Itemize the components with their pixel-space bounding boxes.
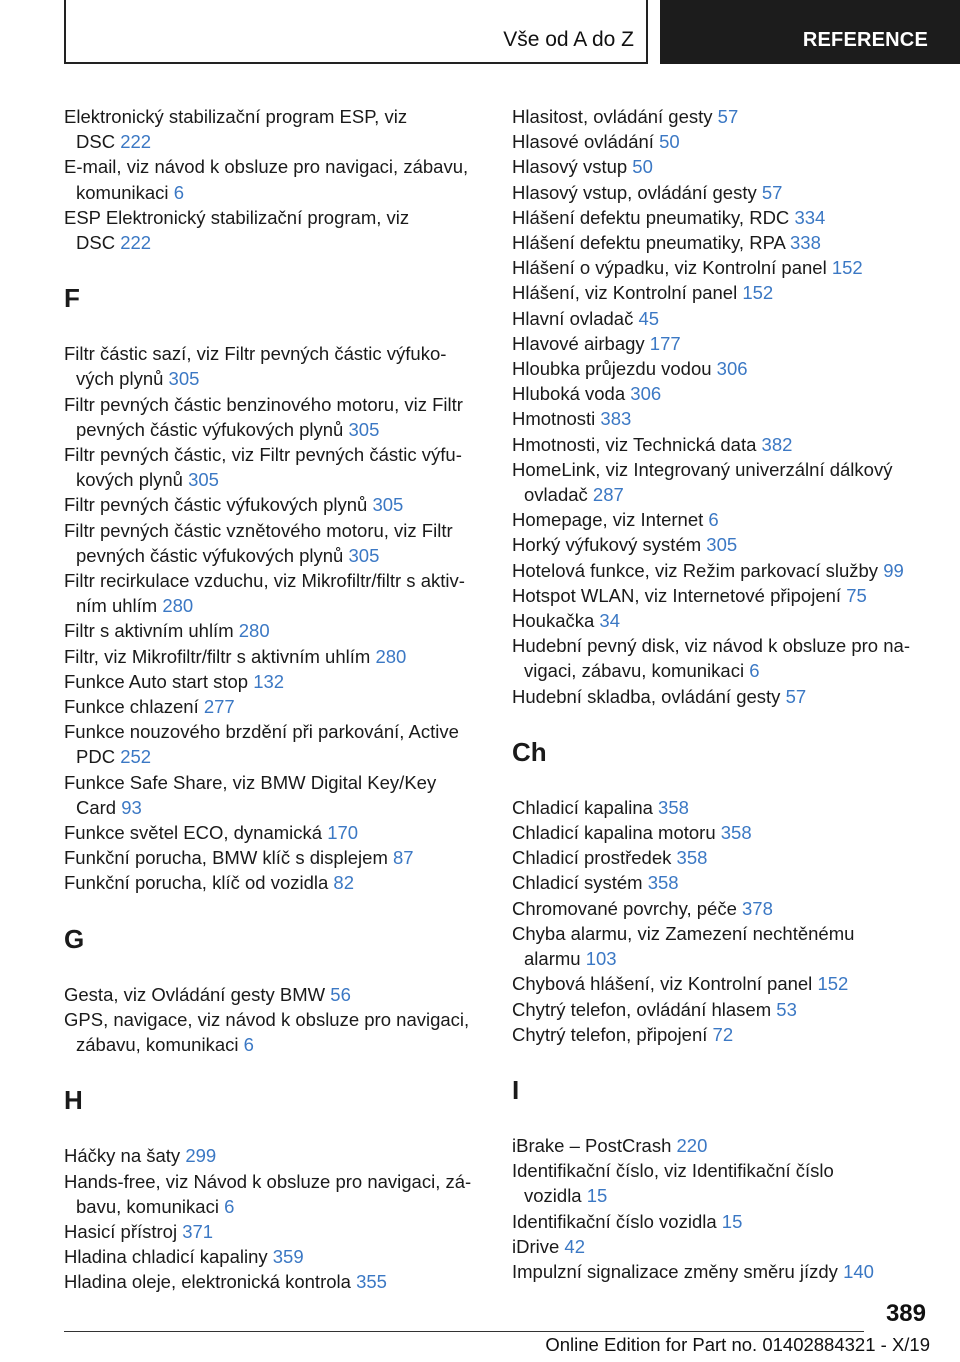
- index-entry-text: Hlášení defektu pneumatiky, RDC: [512, 206, 790, 228]
- index-entry-text: Filtr pevných částic výfukových plynů: [64, 494, 368, 516]
- index-entry: [512, 1133, 932, 1158]
- index-page-link[interactable]: 222: [120, 232, 152, 254]
- index-entry: [64, 442, 484, 492]
- index-entry-text: iDrive: [512, 1235, 560, 1257]
- index-page-link[interactable]: 334: [794, 206, 826, 228]
- index-page-link[interactable]: 6: [173, 181, 184, 203]
- index-entry-text: Funkce světel ECO, dynamická: [64, 822, 323, 844]
- index-entry: [64, 982, 484, 1007]
- header-section-box: [64, 0, 648, 64]
- index-entry: [512, 921, 932, 971]
- index-page-link[interactable]: 306: [716, 358, 748, 380]
- header-reference-tab: [660, 0, 960, 64]
- index-page-link[interactable]: 287: [592, 484, 624, 506]
- index-entry-text: Hlavové airbagy: [512, 332, 645, 354]
- index-entry-text: Hladina oleje, elektronická kontrola: [64, 1271, 351, 1293]
- index-entry: [512, 154, 932, 179]
- index-page-link[interactable]: 299: [185, 1145, 217, 1167]
- index-entry: [512, 1022, 932, 1047]
- index-entry: [64, 518, 484, 568]
- index-page-link[interactable]: 34: [599, 610, 620, 632]
- index-entry-text: Filtr s aktivním uhlím: [64, 620, 234, 642]
- index-entry-text: Card: [76, 796, 117, 818]
- index-entry: [64, 1269, 484, 1294]
- index-page-link[interactable]: 93: [121, 796, 142, 818]
- index-page-link[interactable]: 6: [224, 1195, 235, 1217]
- index-entry: [512, 997, 932, 1022]
- index-page-link[interactable]: 252: [120, 746, 152, 768]
- index-page-link[interactable]: 152: [742, 282, 774, 304]
- index-entry: [64, 694, 484, 719]
- index-page-link[interactable]: 57: [717, 106, 739, 127]
- index-entry-text: Homepage, viz Internet: [512, 509, 704, 531]
- index-page-link[interactable]: 358: [658, 796, 689, 818]
- index-entry: [512, 306, 932, 331]
- index-entry-text: Chytrý telefon, připojení: [512, 1023, 708, 1045]
- index-letter-heading: I: [512, 1074, 520, 1105]
- index-entry: [64, 845, 484, 870]
- index-entry-text: Funkce Auto start stop: [64, 670, 249, 692]
- index-entry-text: Hlavní ovladač: [512, 307, 634, 329]
- index-entry: [512, 870, 932, 895]
- index-page-link[interactable]: 152: [831, 257, 863, 279]
- index-entry: [512, 205, 932, 230]
- index-entry: [64, 341, 484, 391]
- index-entry: [512, 406, 932, 431]
- index-page-link[interactable]: 57: [761, 181, 783, 203]
- index-entry: [512, 896, 932, 921]
- index-page-link[interactable]: 382: [761, 433, 793, 455]
- index-entry-text: Chybová hlášení, viz Kontrolní panel: [512, 973, 813, 995]
- index-entry-text: Hotspot WLAN, viz Internetové připojení: [512, 584, 842, 606]
- index-page-link[interactable]: 177: [649, 332, 681, 354]
- index-entry: [512, 1259, 932, 1284]
- index-page-link[interactable]: 72: [712, 1023, 734, 1045]
- index-page-link[interactable]: 82: [333, 872, 354, 894]
- index-entry-text: Filtr částic sazí, viz Filtr pevných částic výfuko-: [64, 343, 447, 365]
- index-entry-text: Hlasové ovládání: [512, 131, 654, 153]
- index-entry: [64, 669, 484, 694]
- index-entry: [64, 1169, 484, 1219]
- index-entry: [64, 104, 484, 154]
- index-entry-text: pevných částic výfukových plynů: [76, 544, 344, 566]
- index-entry: [512, 230, 932, 255]
- index-page-link[interactable]: 371: [182, 1220, 214, 1242]
- index-entry-text: kových plynů: [76, 469, 183, 491]
- index-entry: [64, 205, 484, 255]
- header-section-title: Vše od A do Z: [503, 28, 634, 51]
- index-entry-text: GPS, navigace, viz návod k obsluze pro navigaci,: [64, 1008, 470, 1030]
- index-entry: [512, 180, 932, 205]
- index-entry-text: Hotelová funkce, viz Režim parkovací služby: [512, 559, 879, 581]
- index-entry-text: Funkce chlazení: [64, 696, 199, 718]
- index-page-link[interactable]: 15: [721, 1210, 743, 1232]
- index-entry: [512, 280, 932, 305]
- index-page-link[interactable]: 170: [327, 822, 359, 844]
- index-page-link[interactable]: 6: [708, 509, 719, 531]
- index-entry-text: Impulzní signalizace změny směru jízdy: [512, 1260, 838, 1282]
- index-entry-text: Hlasitost, ovládání gesty: [512, 106, 713, 127]
- index-page-link[interactable]: 378: [742, 897, 773, 919]
- index-entry: [512, 608, 932, 633]
- index-entry: [64, 1244, 484, 1269]
- index-entry-text: Hlášení defektu pneumatiky, RPA: [512, 232, 785, 254]
- index-page-link[interactable]: 280: [238, 620, 270, 642]
- index-page-link[interactable]: 6: [749, 660, 760, 682]
- index-entry-text: Filtr pevných částic benzinového motoru, viz Filtr: [64, 393, 463, 415]
- index-letter-heading: G: [64, 923, 85, 954]
- index-page-link[interactable]: 306: [630, 383, 662, 405]
- index-entry-text: vigaci, zábavu, komunikaci: [524, 660, 745, 682]
- index-entry: [512, 795, 932, 820]
- index-entry: [64, 492, 484, 517]
- index-entry: [64, 719, 484, 769]
- index-entry: [512, 104, 932, 129]
- index-entry-text: alarmu: [524, 948, 581, 970]
- index-page-link[interactable]: 103: [585, 948, 617, 970]
- index-entry-text: Elektronický stabilizační program ESP, viz: [64, 106, 408, 127]
- index-entry-text: Houkačka: [512, 610, 595, 632]
- index-entry-text: ovladač: [524, 484, 588, 506]
- index-entry: [64, 1007, 484, 1057]
- index-entry: [512, 971, 932, 996]
- index-entry: [64, 1143, 484, 1168]
- index-entry-text: Chladicí systém: [512, 872, 643, 894]
- index-entry-text: Chytrý telefon, ovládání hlasem: [512, 998, 772, 1020]
- index-entry: [512, 507, 932, 532]
- index-entry-text: Funkční porucha, BMW klíč s displejem: [64, 847, 388, 869]
- index-page-link[interactable]: 50: [632, 156, 653, 178]
- index-page-link[interactable]: 277: [203, 696, 235, 718]
- index-entry: [64, 870, 484, 895]
- index-entry-text: pevných částic výfukových plynů: [76, 418, 344, 440]
- index-entry-text: vých plynů: [76, 368, 164, 390]
- index-column-right: [512, 104, 932, 1284]
- index-entry: [64, 770, 484, 820]
- index-entry-text: iBrake – PostCrash: [512, 1134, 672, 1156]
- index-entry-text: Chladicí prostředek: [512, 847, 672, 869]
- index-page-link[interactable]: 359: [272, 1246, 304, 1268]
- index-page-link[interactable]: 57: [785, 685, 807, 707]
- index-page-link[interactable]: 42: [564, 1235, 585, 1257]
- index-entry-text: Filtr, viz Mikrofiltr/filtr s aktivním uhlím: [64, 645, 371, 667]
- index-page-link[interactable]: 140: [843, 1260, 874, 1282]
- index-letter-heading: F: [64, 283, 80, 314]
- header-tab-label: REFERENCE: [802, 29, 928, 51]
- index-letter-heading: Ch: [512, 736, 547, 767]
- index-entry-text: Gesta, viz Ovládání gesty BMW: [64, 983, 326, 1005]
- index-page-link[interactable]: 305: [348, 418, 380, 440]
- index-entry-text: HomeLink, viz Integrovaný univerzální dálkový: [512, 458, 893, 480]
- index-entry-text: PDC: [76, 746, 116, 768]
- index-entry: [512, 684, 932, 709]
- index-entry-text: bavu, komunikaci: [76, 1195, 219, 1217]
- index-page-link[interactable]: 305: [348, 544, 380, 566]
- index-entry-text: Hloubka průjezdu vodou: [512, 358, 712, 380]
- index-entry-text: vozidla: [524, 1185, 582, 1207]
- index-page-link[interactable]: 358: [720, 822, 752, 844]
- index-entry: [512, 1234, 932, 1259]
- footer-divider: [64, 1331, 864, 1332]
- index-page-link[interactable]: 99: [883, 559, 904, 581]
- index-page-link[interactable]: 305: [372, 494, 404, 516]
- index-entry-text: Hluboká voda: [512, 383, 626, 405]
- index-entry: [512, 356, 932, 381]
- index-entry: [64, 618, 484, 643]
- index-entry: [512, 255, 932, 280]
- index-entry-text: Hudební pevný disk, viz návod k obsluze pro na-: [512, 635, 910, 657]
- index-entry-text: Chyba alarmu, viz Zamezení nechtěnému: [512, 922, 855, 944]
- index-entry-text: Filtr pevných částic, viz Filtr pevných částic výfu-: [64, 444, 462, 466]
- index-page-link[interactable]: 56: [330, 983, 351, 1005]
- index-page-link[interactable]: 50: [659, 131, 680, 153]
- index-page-link[interactable]: 305: [706, 534, 738, 556]
- index-entry-text: Hasicí přístroj: [64, 1220, 178, 1242]
- index-entry-text: komunikaci: [76, 181, 169, 203]
- index-entry-text: zábavu, komunikaci: [76, 1034, 239, 1056]
- index-entry-text: Háčky na šaty: [64, 1145, 181, 1167]
- index-entry: [64, 392, 484, 442]
- page-number: 389: [885, 1300, 926, 1327]
- index-entry-text: Hmotnosti, viz Technická data: [512, 433, 757, 455]
- index-entry: [64, 820, 484, 845]
- index-entry: [64, 568, 484, 618]
- index-entry: [512, 381, 932, 406]
- index-entry-text: Filtr recirkulace vzduchu, viz Mikrofiltr/filtr s aktiv-: [64, 570, 465, 592]
- index-entry-text: Hlášení, viz Kontrolní panel: [512, 282, 738, 304]
- index-column-left: [64, 104, 484, 1295]
- index-page-link[interactable]: 75: [846, 584, 867, 606]
- index-entry-text: Chladicí kapalina motoru: [512, 822, 716, 844]
- index-entry-text: Hlasový vstup, ovládání gesty: [512, 181, 757, 203]
- index-entry-text: E-mail, viz návod k obsluze pro navigaci, zábavu,: [64, 156, 469, 178]
- index-page-link[interactable]: 358: [647, 872, 679, 894]
- index-page-link[interactable]: 383: [600, 408, 632, 430]
- index-page-link[interactable]: 53: [776, 998, 797, 1020]
- index-page-link[interactable]: 15: [586, 1185, 608, 1207]
- index-entry-text: Identifikační číslo vozidla: [512, 1210, 717, 1232]
- index-entry-text: Identifikační číslo, viz Identifikační číslo: [512, 1160, 834, 1182]
- index-page-link[interactable]: 280: [162, 595, 194, 617]
- index-entry-text: DSC: [76, 232, 116, 254]
- index-entry: [512, 583, 932, 608]
- index-entry-text: ESP Elektronický stabilizační program, viz: [64, 206, 410, 228]
- index-page-link[interactable]: 87: [393, 847, 414, 869]
- index-entry-text: Funkce Safe Share, viz BMW Digital Key/Key: [64, 771, 437, 793]
- index-page-link[interactable]: 305: [188, 469, 219, 491]
- index-entry-text: Horký výfukový systém: [512, 534, 702, 556]
- index-entry: [64, 1219, 484, 1244]
- index-entry-text: Funkční porucha, klíč od vozidla: [64, 872, 329, 894]
- footer-edition: Online Edition for Part no. 01402884321 - X/19: [545, 1334, 930, 1355]
- index-page-link[interactable]: 220: [676, 1134, 708, 1156]
- index-page-link[interactable]: 305: [168, 368, 200, 390]
- index-page-link[interactable]: 280: [375, 645, 407, 667]
- index-entry-text: Hlášení o výpadku, viz Kontrolní panel: [512, 257, 827, 279]
- index-entry-text: ním uhlím: [76, 595, 158, 617]
- index-page-link[interactable]: 358: [676, 847, 708, 869]
- index-entry-text: Hladina chladicí kapaliny: [64, 1246, 268, 1268]
- index-entry-text: Chromované povrchy, péče: [512, 897, 737, 919]
- index-entry: [512, 129, 932, 154]
- index-entry: [512, 1158, 932, 1208]
- index-entry: [512, 432, 932, 457]
- index-page-link[interactable]: 45: [638, 307, 660, 329]
- index-entry-text: Funkce nouzového brzdění při parkování, Active: [64, 721, 459, 743]
- index-entry: [512, 1209, 932, 1234]
- index-entry-text: Hlasový vstup: [512, 156, 628, 178]
- index-entry: [64, 154, 484, 204]
- index-page-link[interactable]: 6: [243, 1034, 254, 1056]
- index-page-link[interactable]: 222: [120, 131, 152, 153]
- index-entry: [512, 845, 932, 870]
- index-entry: [512, 633, 932, 683]
- index-entry: [512, 532, 932, 557]
- index-entry-text: Hudební skladba, ovládání gesty: [512, 685, 781, 707]
- index-page-link[interactable]: 338: [790, 232, 821, 254]
- index-letter-heading: H: [64, 1085, 83, 1116]
- index-entry: [512, 457, 932, 507]
- index-entry-text: DSC: [76, 131, 116, 153]
- index-entry-text: Hmotnosti: [512, 408, 596, 430]
- index-entry-text: Chladicí kapalina: [512, 796, 653, 818]
- index-entry: [64, 644, 484, 669]
- index-page-link[interactable]: 132: [253, 670, 285, 692]
- index-entry: [512, 331, 932, 356]
- index-page-link[interactable]: 152: [817, 973, 849, 995]
- index-entry: [512, 558, 932, 583]
- index-entry: [512, 820, 932, 845]
- index-page-link[interactable]: 355: [356, 1271, 387, 1293]
- index-entry-text: Hands-free, viz Návod k obsluze pro navigaci, zá-: [64, 1170, 472, 1192]
- index-entry-text: Filtr pevných částic vznětového motoru, viz Filtr: [64, 519, 453, 541]
